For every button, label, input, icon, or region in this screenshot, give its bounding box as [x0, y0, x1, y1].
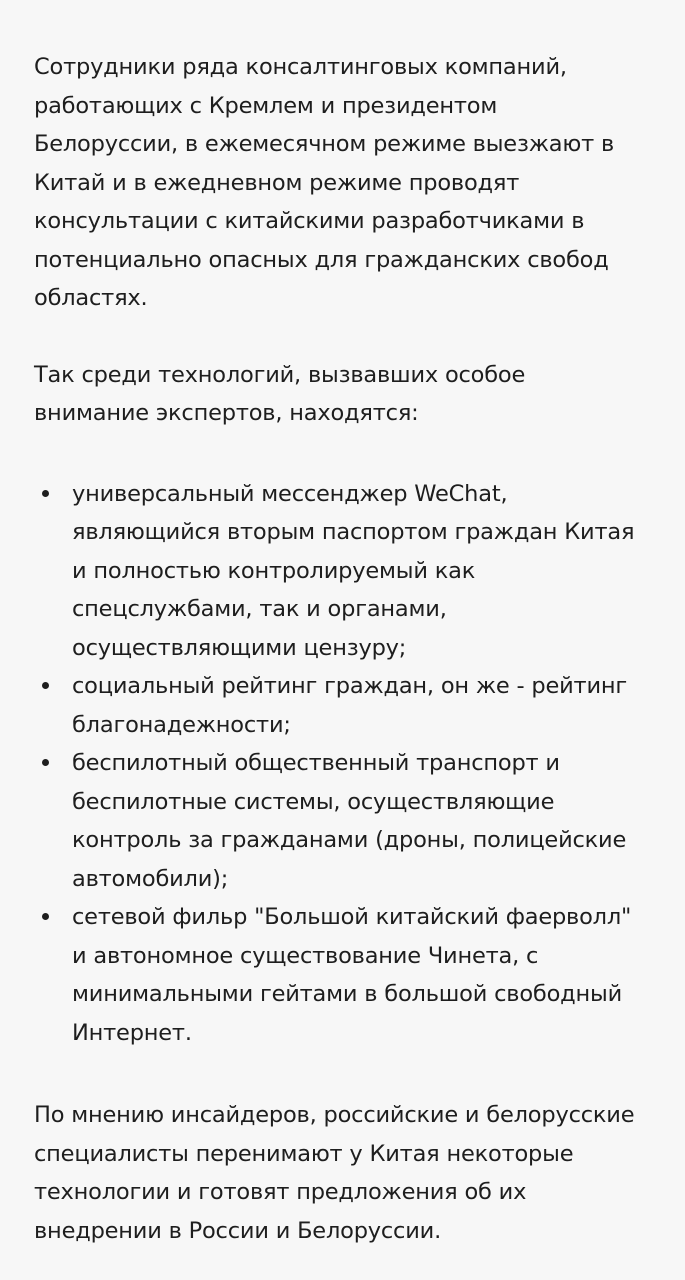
bullet-icon: [42, 759, 49, 766]
list-item: [34, 898, 645, 1052]
bullet-icon: [42, 913, 49, 920]
list-item: [34, 744, 645, 898]
bullet-icon: [42, 682, 49, 689]
list-item-text: универсальный мессенджер WeChat, являющийся вторым паспортом граждан Китая и полностью контролируемый как спецслужбами, так и органами, осуществляющими цензуру;: [72, 480, 635, 661]
technology-list: [34, 475, 645, 1053]
list-item-text: социальный рейтинг граждан, он же - рейтинг благонадежности;: [72, 673, 628, 738]
list-item-text: беспилотный общественный транспорт и беспилотные системы, осуществляющие контроль за гражданами (дроны, полицейские автомобили);: [72, 750, 627, 892]
article-paragraph-3: По мнению инсайдеров, российские и белорусские специалисты перенимают у Китая некоторые технологии и готовят предложения об их внедрении в России и Белоруссии.: [34, 1102, 635, 1244]
list-item: [34, 475, 645, 668]
list-item-text: сетевой фильр "Большой китайский фаерволл" и автономное существование Чинета, с минимальными гейтами в большой свободный Интернет.: [72, 904, 632, 1046]
list-item: [34, 667, 645, 744]
bullet-icon: [42, 490, 49, 497]
article-paragraph-1: Сотрудники ряда консалтинговых компаний, работающих с Кремлем и президентом Белоруссии, в ежемесячном режиме выезжают в Китай и в ежедневном режиме проводят консультации с китайскими разработчиками в потенциально опасных для гражданских свобод областях.: [34, 54, 615, 311]
article-paragraph-2: Так среди технологий, вызвавших особое внимание экспертов, находятся:: [34, 361, 526, 426]
